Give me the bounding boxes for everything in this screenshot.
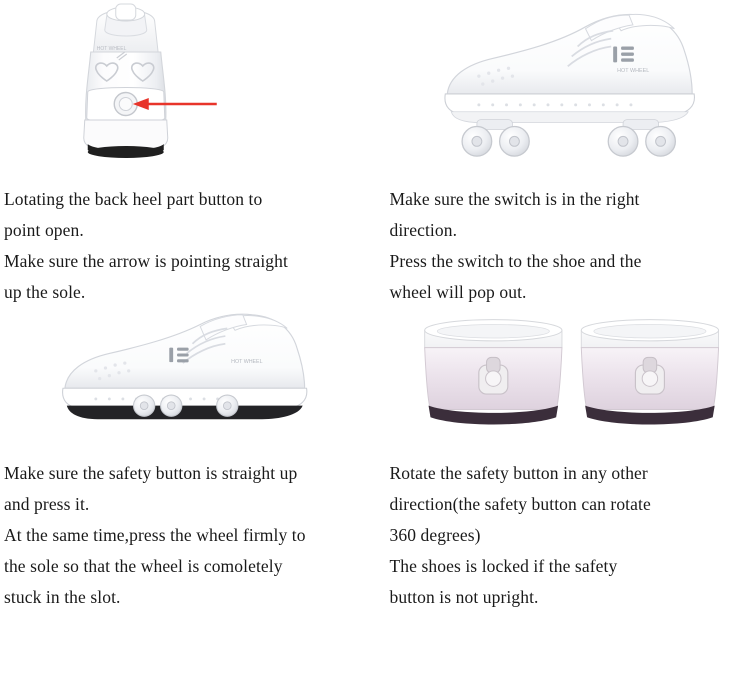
caption-line: The shoes is locked if the safety	[389, 555, 618, 576]
caption-line: 360 degrees)	[389, 524, 481, 545]
caption-line: point open.	[4, 220, 84, 241]
panel-1-caption	[4, 184, 366, 309]
panel-3	[0, 309, 376, 614]
panel-4	[376, 309, 751, 614]
caption-line: Press the switch to the shoe and the	[389, 251, 642, 272]
caption-line: At the same time,press the wheel firmly to	[4, 524, 306, 545]
caption-line: direction.	[389, 220, 458, 241]
side-view-wheels-retracted	[4, 309, 366, 454]
caption-line: stuck in the slot.	[4, 587, 121, 608]
caption-line: Make sure the switch is in the right	[389, 189, 640, 209]
panel-1	[0, 0, 376, 309]
caption-line: up the sole.	[4, 282, 86, 303]
caption-line: and press it.	[4, 493, 90, 514]
panel-2-caption	[390, 184, 746, 309]
caption-line: Rotate the safety button in any other	[389, 462, 648, 483]
caption-line: direction(the safety button can rotate	[389, 493, 651, 514]
rear-heel-view-with-arrow	[4, 0, 366, 180]
panel-2	[376, 0, 751, 309]
svg-text:HOT WHEEL: HOT WHEEL	[616, 68, 649, 75]
panel-3-caption	[4, 458, 366, 614]
side-view-wheels-deployed	[390, 0, 746, 180]
caption-line: the sole so that the wheel is comoletely	[4, 555, 283, 576]
svg-text:HOT WHEEL: HOT WHEEL	[231, 358, 263, 365]
caption-line: Make sure the safety button is straight up	[4, 462, 298, 483]
caption-line: Lotating the back heel part button to	[4, 189, 263, 209]
panel-4-caption	[390, 458, 746, 614]
caption-line: button is not upright.	[389, 587, 539, 608]
heel-closeup-safety-buttons	[390, 309, 746, 454]
caption-line: wheel will pop out.	[389, 282, 527, 303]
red-arrow	[133, 98, 217, 110]
svg-text:HOT WHEEL: HOT WHEEL	[96, 46, 127, 52]
caption-line: Make sure the arrow is pointing straight	[4, 251, 288, 272]
